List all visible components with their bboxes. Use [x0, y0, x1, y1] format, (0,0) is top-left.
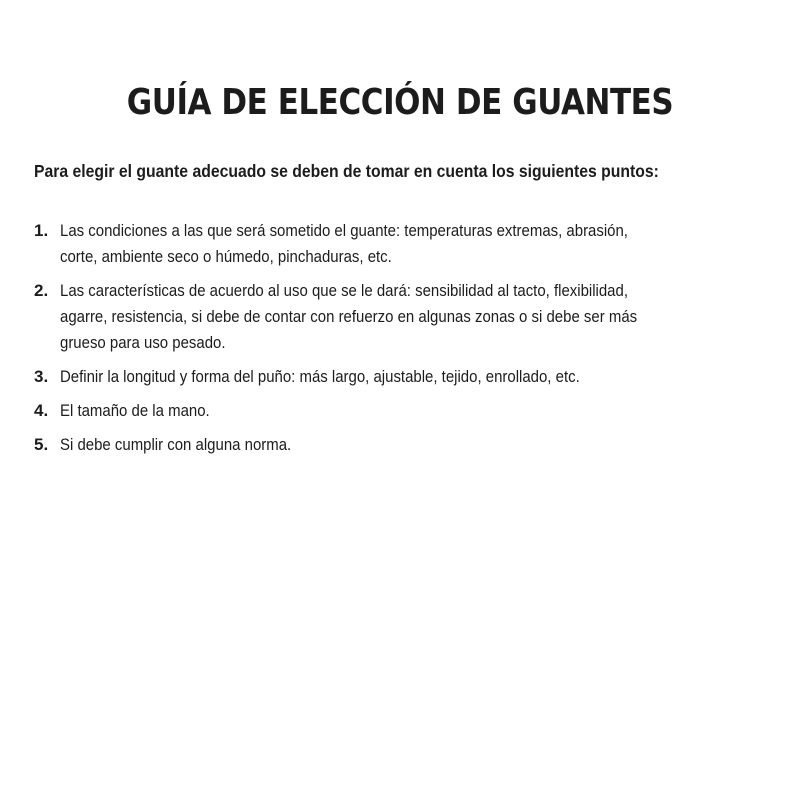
- list-item-number: 1.: [34, 221, 49, 240]
- criteria-list: [34, 218, 794, 466]
- list-item-number: 2.: [34, 281, 49, 300]
- list-item: [34, 364, 794, 390]
- list-item: [34, 278, 794, 356]
- list-item-text: El tamaño de la mano.: [60, 401, 210, 420]
- list-item-number: 3.: [34, 367, 49, 386]
- page-title: GUÍA DE ELECCIÓN DE GUANTES: [126, 82, 674, 123]
- list-item-text: Si debe cumplir con alguna norma.: [60, 435, 292, 454]
- list-item: [34, 432, 794, 458]
- list-item-text: Definir la longitud y forma del puño: más largo, ajustable, tejido, enrollado, etc.: [60, 367, 580, 386]
- list-item-text: Las características de acuerdo al uso que se le dará: sensibilidad al tacto, flexibilidad, agarre, resistencia, si debe de contar con refuerzo en algunas zonas o si debe ser más grueso para uso pesado.: [60, 281, 638, 352]
- list-item: [34, 398, 794, 424]
- list-item-number: 4.: [34, 401, 49, 420]
- list-item-text: Las condiciones a las que será sometido el guante: temperaturas extremas, abrasión, corte, ambiente seco o húmedo, pinchaduras, etc.: [60, 221, 628, 266]
- intro-text: Para elegir el guante adecuado se deben de tomar en cuenta los siguientes puntos:: [34, 161, 659, 181]
- list-item-number: 5.: [34, 435, 49, 454]
- list-item: [34, 218, 794, 270]
